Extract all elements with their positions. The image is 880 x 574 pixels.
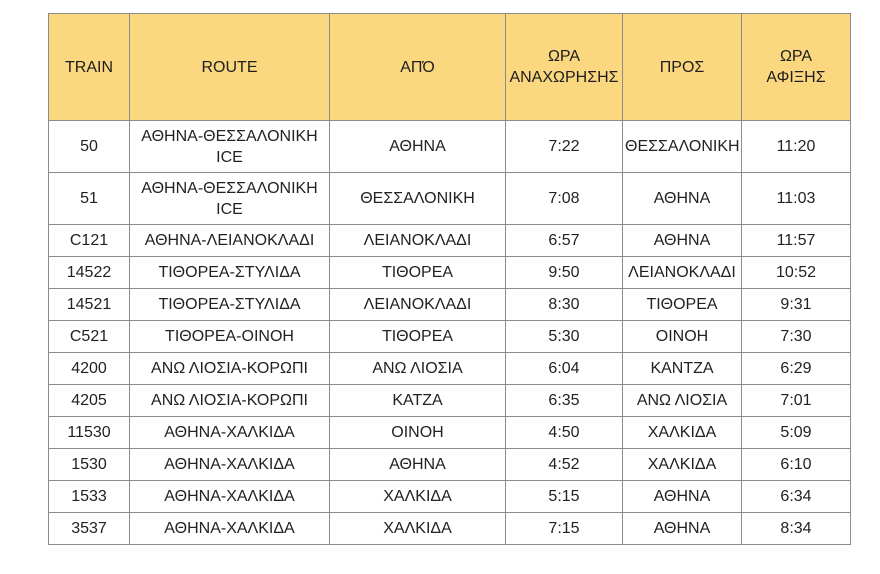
table-row <box>49 173 851 225</box>
cell-from: ΚΑΤΖΑ <box>330 385 506 417</box>
cell-to: ΧΑΛΚΙΔΑ <box>623 417 742 449</box>
cell-route: ΑΘΗΝΑ-ΧΑΛΚΙΔΑ <box>130 449 330 481</box>
cell-to: ΚΑΝΤΖΑ <box>623 353 742 385</box>
table-row <box>49 417 851 449</box>
cell-route: ΑΘΗΝΑ-ΛΕΙΑΝΟΚΛΑΔΙ <box>130 225 330 257</box>
cell-arrival: 9:31 <box>742 289 851 321</box>
cell-train: 4200 <box>49 353 130 385</box>
cell-from: ΤΙΘΟΡΕΑ <box>330 321 506 353</box>
table-row <box>49 513 851 545</box>
cell-to: ΑΘΗΝΑ <box>623 225 742 257</box>
cell-from: ΧΑΛΚΙΔΑ <box>330 481 506 513</box>
table-row <box>49 225 851 257</box>
cell-arrival: 6:10 <box>742 449 851 481</box>
cell-departure: 9:50 <box>506 257 623 289</box>
table-row <box>49 289 851 321</box>
cell-arrival: 6:29 <box>742 353 851 385</box>
cell-route: ΑΘΗΝΑ-ΧΑΛΚΙΔΑ <box>130 513 330 545</box>
cell-from: ΟΙΝΟΗ <box>330 417 506 449</box>
cell-from: ΑΝΩ ΛΙΟΣΙΑ <box>330 353 506 385</box>
cell-arrival: 11:57 <box>742 225 851 257</box>
cell-from: ΘΕΣΣΑΛΟΝΙΚΗ <box>330 173 506 225</box>
cell-route: ΑΝΩ ΛΙΟΣΙΑ-ΚΟΡΩΠΙ <box>130 353 330 385</box>
cell-route: ΑΝΩ ΛΙΟΣΙΑ-ΚΟΡΩΠΙ <box>130 385 330 417</box>
cell-route: ΑΘΗΝΑ-ΘΕΣΣΑΛΟΝΙΚΗ ICE <box>130 173 330 225</box>
cell-arrival: 8:34 <box>742 513 851 545</box>
cell-departure: 6:57 <box>506 225 623 257</box>
cell-from: ΤΙΘΟΡΕΑ <box>330 257 506 289</box>
cell-arrival: 6:34 <box>742 481 851 513</box>
cell-departure: 4:52 <box>506 449 623 481</box>
cell-departure: 8:30 <box>506 289 623 321</box>
cell-from: ΛΕΙΑΝΟΚΛΑΔΙ <box>330 289 506 321</box>
header-to: ΠΡΟΣ <box>623 14 742 121</box>
cell-route: ΤΙΘΟΡΕΑ-ΣΤΥΛΙΔΑ <box>130 257 330 289</box>
cell-arrival: 7:30 <box>742 321 851 353</box>
cell-route: ΤΙΘΟΡΕΑ-ΟΙΝΟΗ <box>130 321 330 353</box>
cell-to: ΛΕΙΑΝΟΚΛΑΔΙ <box>623 257 742 289</box>
table-row <box>49 385 851 417</box>
cell-to: ΑΘΗΝΑ <box>623 513 742 545</box>
cell-departure: 6:35 <box>506 385 623 417</box>
header-arrival-time: ΩΡΑ ΑΦΙΞΗΣ <box>742 14 851 121</box>
cell-departure: 5:30 <box>506 321 623 353</box>
cell-route: ΑΘΗΝΑ-ΘΕΣΣΑΛΟΝΙΚΗ ICE <box>130 121 330 173</box>
table-row <box>49 481 851 513</box>
header-row <box>49 14 851 121</box>
cell-train: 50 <box>49 121 130 173</box>
cell-to: ΑΘΗΝΑ <box>623 481 742 513</box>
header-from: ΑΠΌ <box>330 14 506 121</box>
table-row <box>49 449 851 481</box>
train-schedule-table <box>48 13 851 545</box>
cell-departure: 4:50 <box>506 417 623 449</box>
cell-train: 3537 <box>49 513 130 545</box>
cell-train: 14521 <box>49 289 130 321</box>
cell-arrival: 10:52 <box>742 257 851 289</box>
header-route: ROUTE <box>130 14 330 121</box>
table-body <box>49 121 851 545</box>
cell-train: C121 <box>49 225 130 257</box>
cell-route: ΑΘΗΝΑ-ΧΑΛΚΙΔΑ <box>130 417 330 449</box>
cell-departure: 7:08 <box>506 173 623 225</box>
cell-to: ΧΑΛΚΙΔΑ <box>623 449 742 481</box>
cell-train: 51 <box>49 173 130 225</box>
table-row <box>49 121 851 173</box>
cell-to: ΟΙΝΟΗ <box>623 321 742 353</box>
cell-train: C521 <box>49 321 130 353</box>
cell-from: ΑΘΗΝΑ <box>330 449 506 481</box>
table-row <box>49 353 851 385</box>
header-train: TRAIN <box>49 14 130 121</box>
cell-to: ΤΙΘΟΡΕΑ <box>623 289 742 321</box>
cell-train: 4205 <box>49 385 130 417</box>
header-departure-time: ΩΡΑ ΑΝΑΧΩΡΗΣΗΣ <box>506 14 623 121</box>
cell-to: ΑΘΗΝΑ <box>623 173 742 225</box>
cell-to: ΘΕΣΣΑΛΟΝΙΚΗ <box>623 121 742 173</box>
table-row <box>49 321 851 353</box>
cell-from: ΛΕΙΑΝΟΚΛΑΔΙ <box>330 225 506 257</box>
cell-from: ΑΘΗΝΑ <box>330 121 506 173</box>
cell-arrival: 11:20 <box>742 121 851 173</box>
cell-from: ΧΑΛΚΙΔΑ <box>330 513 506 545</box>
cell-to: ΑΝΩ ΛΙΟΣΙΑ <box>623 385 742 417</box>
cell-departure: 5:15 <box>506 481 623 513</box>
cell-arrival: 5:09 <box>742 417 851 449</box>
cell-arrival: 11:03 <box>742 173 851 225</box>
cell-departure: 7:15 <box>506 513 623 545</box>
cell-route: ΤΙΘΟΡΕΑ-ΣΤΥΛΙΔΑ <box>130 289 330 321</box>
cell-departure: 6:04 <box>506 353 623 385</box>
cell-train: 14522 <box>49 257 130 289</box>
table-row <box>49 257 851 289</box>
cell-arrival: 7:01 <box>742 385 851 417</box>
cell-train: 1530 <box>49 449 130 481</box>
cell-route: ΑΘΗΝΑ-ΧΑΛΚΙΔΑ <box>130 481 330 513</box>
cell-train: 1533 <box>49 481 130 513</box>
cell-departure: 7:22 <box>506 121 623 173</box>
cell-train: 11530 <box>49 417 130 449</box>
table-header <box>49 14 851 121</box>
